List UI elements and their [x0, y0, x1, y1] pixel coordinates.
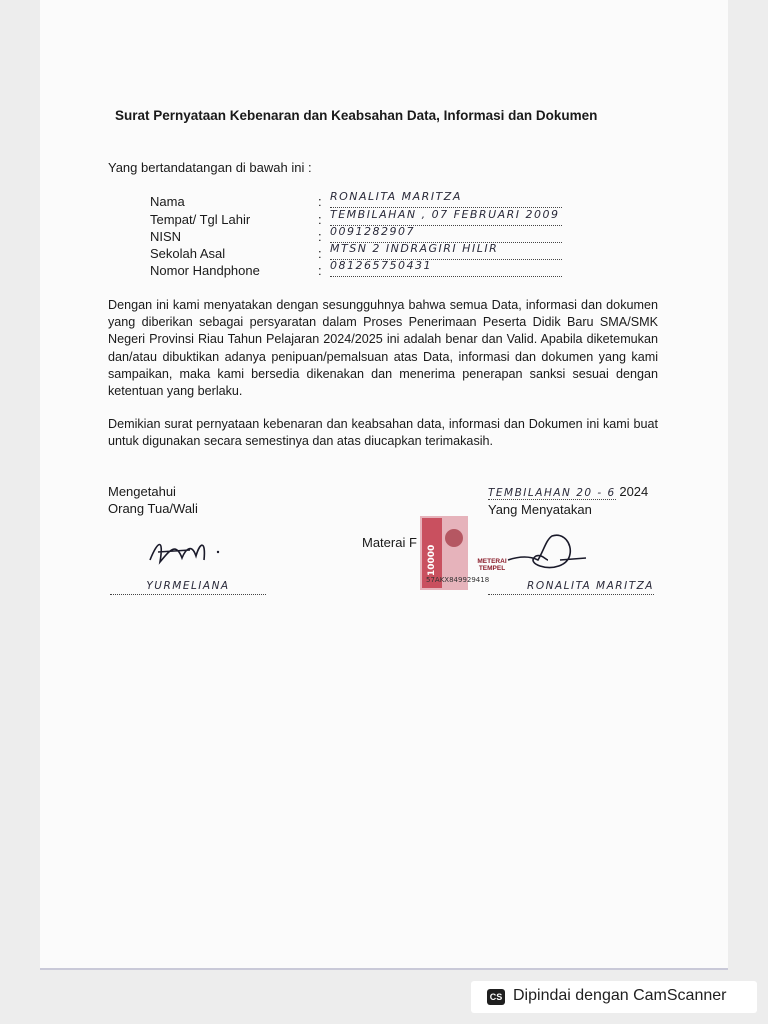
- student-name: RONALITA MARITZA: [488, 580, 654, 595]
- stamp-serial: 57AKX849929418: [426, 576, 490, 584]
- field-label: Sekolah Asal: [150, 246, 226, 261]
- parent-signature: [140, 530, 230, 572]
- field-colon: :: [318, 229, 322, 244]
- student-signature: [500, 526, 590, 572]
- student-sign-header: [488, 484, 658, 517]
- field-colon: :: [318, 212, 322, 227]
- field-label: NISN: [150, 229, 182, 244]
- intro-text: Yang bertandatangan di bawah ini :: [108, 160, 312, 175]
- place-date: TEMBILAHAN 20 - 6: [488, 487, 616, 499]
- parent-name: YURMELIANA: [110, 580, 266, 595]
- acknowledge-label: Mengetahui: [108, 484, 176, 499]
- field-label: Nama: [150, 194, 185, 209]
- field-value: 081265750431: [330, 259, 562, 277]
- field-value: MTSN 2 INDRAGIRI HILIR: [330, 242, 562, 260]
- parent-label: Orang Tua/Wali: [108, 501, 198, 516]
- field-label: Nomor Handphone: [150, 263, 260, 278]
- field-value: TEMBILAHAN , 07 FEBRUARI 2009: [330, 208, 562, 226]
- closing-paragraph: Demikian surat pernyataan kebenaran dan keabsahan data, informasi dan Dokumen ini kami buat untuk digunakan secara semestinya dan atas diucapkan terimakasih.: [108, 417, 658, 449]
- page-edge: [40, 968, 728, 970]
- camscanner-watermark: [471, 981, 757, 1013]
- statement-paragraph: Dengan ini kami menyatakan dengan sesungguhnya bahwa semua Data, informasi dan dokumen yang diberikan sebagai persyaratan dalam Proses Penerimaan Peserta Didik Baru SMA/SMK Negeri Provinsi Riau Tahun Pelajaran 2024/2025 ini adalah benar dan Valid. Apabila diketemukan dan/atau dibuktikan adanya penipuan/pemalsuan atas Data, informasi dan dokumen yang kami sampaikan, maka kami bersedia dikenakan dan menerima penerapan sanksi sesuai dengan ketentuan yang berlaku.: [108, 298, 658, 399]
- stamp-value: 10000: [427, 544, 437, 576]
- camscanner-text: Dipindai dengan CamScanner: [513, 987, 727, 1004]
- field-colon: :: [318, 246, 322, 261]
- declarant-label: Yang Menyatakan: [488, 502, 592, 517]
- materai-label: Materai F: [362, 535, 417, 550]
- parent-sign-header: [108, 484, 198, 516]
- camscanner-logo-icon: CS: [487, 989, 505, 1005]
- document-title: Surat Pernyataan Kebenaran dan Keabsahan Data, Informasi dan Dokumen: [115, 108, 598, 123]
- field-label: Tempat/ Tgl Lahir: [150, 212, 251, 227]
- field-colon: :: [318, 263, 322, 278]
- field-colon: :: [318, 194, 322, 209]
- field-value: 0091282907: [330, 225, 562, 243]
- sign-year: 2024: [619, 484, 649, 499]
- stamp-text: METERAI TEMPEL: [477, 558, 507, 572]
- field-value: RONALITA MARITZA: [330, 190, 562, 208]
